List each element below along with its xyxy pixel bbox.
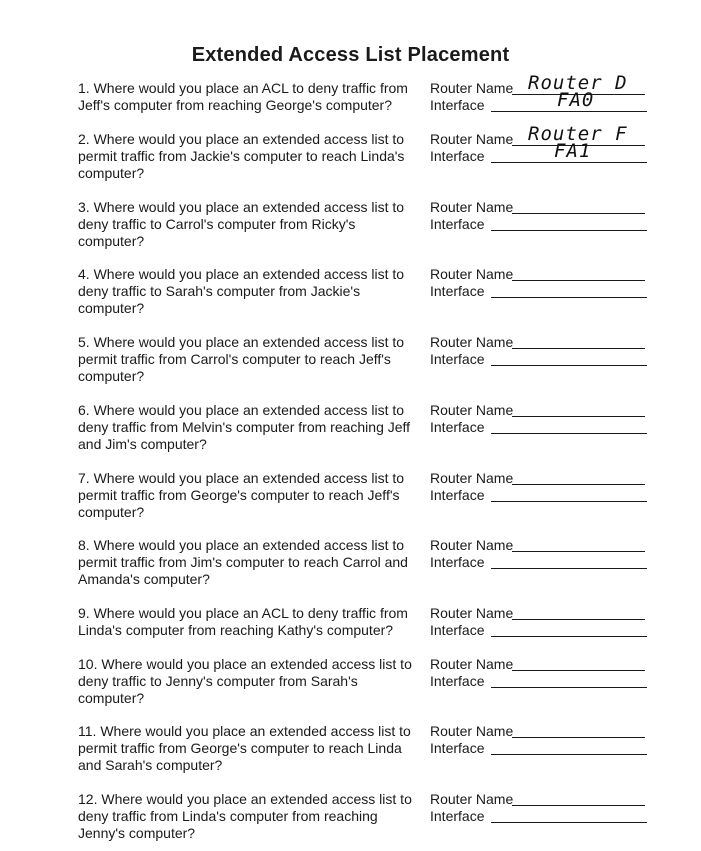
answer-block-3 [430, 199, 660, 233]
question-8: 8. Where would you place an extended access list to permit traffic from Jim's computer to reach Carrol and Amanda's computer? [78, 537, 408, 587]
question-9: 9. Where would you place an ACL to deny traffic from Linda's computer from reaching Kathy's computer? [78, 605, 408, 638]
router-name-label: Router Name [430, 723, 514, 739]
router-name-field[interactable]: Router D [528, 72, 628, 94]
interface-label: Interface [430, 283, 485, 299]
interface-label: Interface [430, 740, 485, 756]
router-name-label: Router Name [430, 537, 514, 553]
interface-field[interactable]: FA0 [557, 89, 595, 111]
router-name-label: Router Name [430, 334, 514, 350]
answer-block-5 [430, 334, 660, 368]
router-name-label: Router Name [430, 266, 514, 282]
question-11: 11. Where would you place an extended access list to permit traffic from George's computer to reach Linda and Sarah's computer? [78, 723, 411, 773]
question-12: 12. Where would you place an extended access list to deny traffic from Linda's computer from reaching Jenny's computer? [78, 791, 412, 841]
router-name-label: Router Name [430, 402, 514, 418]
interface-label: Interface [430, 419, 485, 435]
answer-block-10 [430, 656, 660, 690]
question-7: 7. Where would you place an extended access list to permit traffic from George's computer to reach Jeff's computer? [78, 470, 405, 520]
question-10: 10. Where would you place an extended access list to deny traffic to Jenny's computer from Sarah's computer? [78, 656, 412, 706]
router-name-label: Router Name [430, 656, 514, 672]
answer-block-9 [430, 605, 660, 639]
answer-block-2 [430, 123, 660, 165]
router-name-label: Router Name [430, 80, 514, 96]
router-name-field[interactable]: Router F [528, 123, 628, 145]
answer-block-1 [430, 72, 660, 114]
answer-block-11 [430, 723, 660, 757]
interface-label: Interface [430, 97, 485, 113]
router-name-label: Router Name [430, 199, 514, 215]
router-name-label: Router Name [430, 470, 514, 486]
interface-label: Interface [430, 673, 485, 689]
answer-block-6 [430, 402, 660, 436]
answer-block-12 [430, 791, 660, 825]
interface-label: Interface [430, 622, 485, 638]
interface-label: Interface [430, 487, 485, 503]
answer-block-4 [430, 266, 660, 300]
question-1: 1. Where would you place an ACL to deny traffic from Jeff's computer from reaching George's computer? [78, 80, 408, 113]
interface-field[interactable]: FA1 [554, 140, 592, 162]
router-name-label: Router Name [430, 791, 514, 807]
interface-label: Interface [430, 148, 485, 164]
question-2: 2. Where would you place an extended access list to permit traffic from Jackie's computer to reach Linda's computer? [78, 131, 405, 181]
router-name-label: Router Name [430, 131, 514, 147]
answer-block-7 [430, 470, 660, 504]
question-6: 6. Where would you place an extended access list to deny traffic from Melvin's computer from reaching Jeff and Jim's computer? [78, 402, 411, 452]
router-name-label: Router Name [430, 605, 514, 621]
question-5: 5. Where would you place an extended access list to permit traffic from Carrol's computer to reach Jeff's computer? [78, 334, 405, 384]
interface-label: Interface [430, 554, 485, 570]
page-title: Extended Access List Placement [191, 44, 510, 66]
question-4: 4. Where would you place an extended access list to deny traffic to Sarah's computer from Jackie's computer? [78, 266, 405, 316]
interface-label: Interface [430, 351, 485, 367]
interface-label: Interface [430, 808, 485, 824]
interface-label: Interface [430, 216, 485, 232]
question-3: 3. Where would you place an extended access list to deny traffic to Carrol's computer from Ricky's computer? [78, 199, 405, 249]
answer-block-8 [430, 537, 660, 571]
